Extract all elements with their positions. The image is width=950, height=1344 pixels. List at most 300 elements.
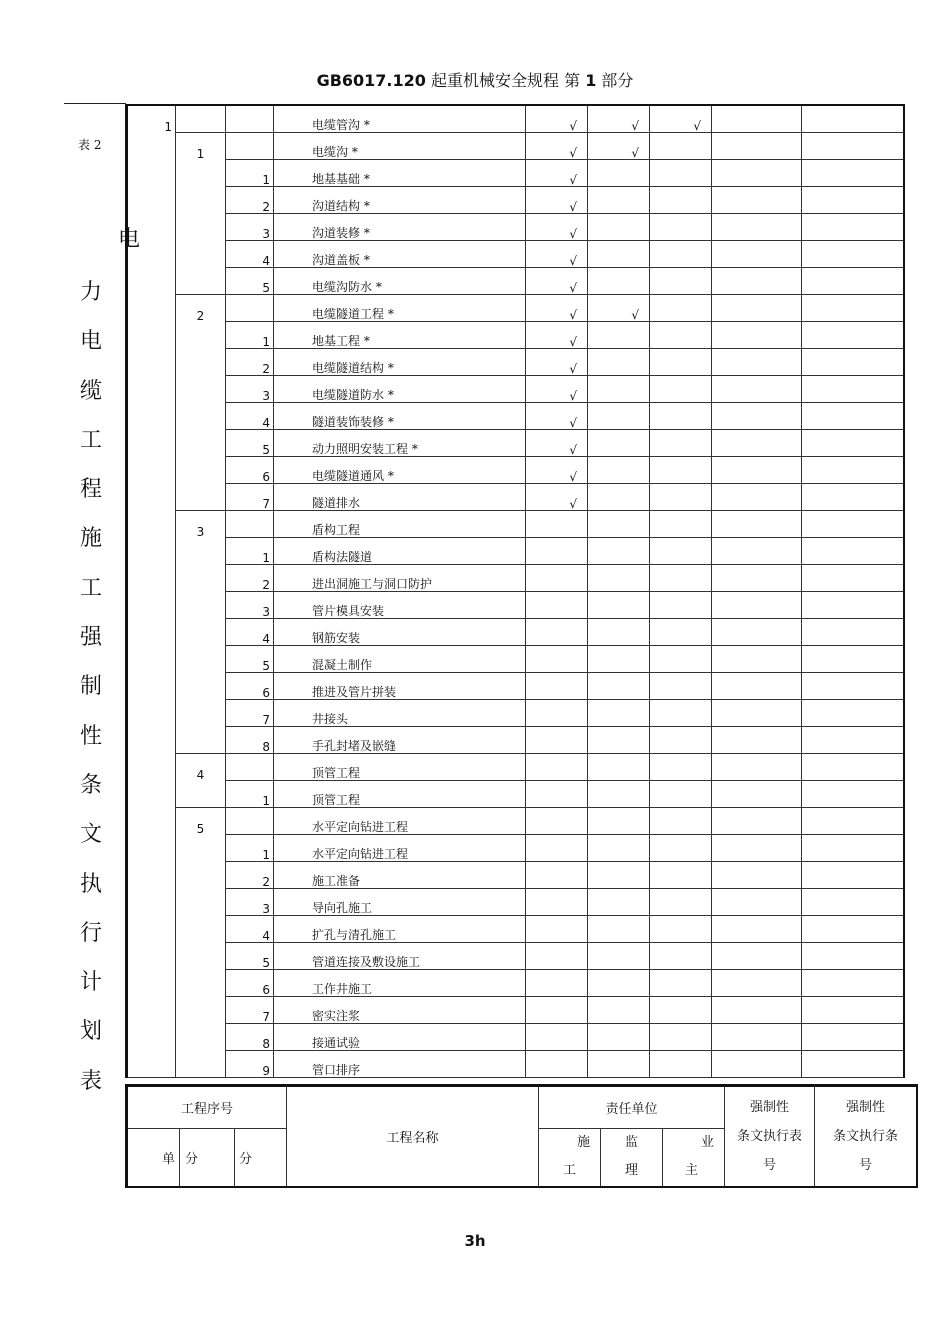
supervision-check-cell [588,349,650,376]
table-row [127,673,905,700]
clause-header-line3: 号 [858,1157,872,1173]
supervision-check-cell [588,754,650,781]
division-no-cell [176,241,226,268]
table-row [127,619,905,646]
clause-no-cell [802,105,905,133]
table-row [127,160,905,187]
construction-check-mark: √ [569,335,577,349]
subdivision-no-cell [226,322,274,349]
jl-header [601,1129,663,1187]
project-name-cell [274,538,526,565]
subdivision-no-cell [226,970,274,997]
table-no-cell [712,619,802,646]
table-row [127,457,905,484]
supervision-check-cell [588,538,650,565]
project-name-cell [274,889,526,916]
division-no-cell [176,835,226,862]
project-name: 扩孔与清孔施工 [312,928,397,942]
supervision-check-cell [588,511,650,538]
construction-check-mark: √ [569,362,577,376]
table-no-cell [712,565,802,592]
subdivision-no: 1 [262,848,270,862]
project-name-cell [274,403,526,430]
table-row [127,592,905,619]
project-name: 沟道盖板 * [312,253,370,267]
construction-check-cell [526,619,588,646]
resp-header: 责任单位 [539,1086,725,1129]
supervision-check-cell [588,916,650,943]
table-no-cell [712,133,802,160]
yz-header-line1: 业 [700,1135,714,1151]
table-row [127,349,905,376]
project-name: 推进及管片拼装 [312,685,397,699]
construction-check-cell [526,727,588,754]
table-no-cell [712,916,802,943]
table-row [127,1051,905,1078]
construction-check-mark: √ [569,173,577,187]
project-name-cell [274,349,526,376]
vertical-title-char: 执 [79,871,102,897]
table-no-header [725,1086,815,1187]
subdivision-no: 4 [262,632,270,646]
table-row [127,322,905,349]
construction-check-cell [526,808,588,835]
supervision-check-cell [588,376,650,403]
construction-check-mark: √ [569,119,577,133]
project-name: 电缆隧道通风 * [312,469,394,483]
table-row [127,214,905,241]
project-name-cell [274,781,526,808]
division-no-cell [176,484,226,511]
construction-check-cell [526,457,588,484]
division-no-cell [176,214,226,241]
project-name: 隧道装饰装修 * [312,415,394,429]
unit-no-cell [127,619,176,646]
supervision-check-cell [588,133,650,160]
subdivision-no: 7 [262,497,270,511]
supervision-check-cell [588,268,650,295]
clause-no-cell [802,565,905,592]
subdivision-no: 4 [262,929,270,943]
unit-no-cell [127,727,176,754]
table-row [127,484,905,511]
table-row [127,187,905,214]
subdivision-no: 1 [262,551,270,565]
clause-header-line2: 条文执行条 [832,1128,898,1144]
construction-check-cell [526,754,588,781]
table-row [127,727,905,754]
construction-check-mark: √ [569,443,577,457]
clause-header-line1: 强制性 [845,1099,885,1115]
owner-check-cell [650,754,712,781]
vertical-title-char: 强 [79,625,102,651]
table-no-cell [712,727,802,754]
table-no-cell [712,808,802,835]
table-row [127,700,905,727]
owner-check-cell [650,376,712,403]
table-no-cell [712,700,802,727]
vertical-title-char: 条 [79,772,102,798]
clause-no-cell [802,916,905,943]
project-name: 电缆沟 * [312,145,358,159]
division-no-cell [176,673,226,700]
unit-no-cell [127,565,176,592]
construction-check-mark: √ [569,308,577,322]
project-name: 地基基础 * [312,172,370,186]
owner-check-cell [650,646,712,673]
division-no-cell [176,565,226,592]
table-no-cell [712,484,802,511]
clause-no-cell [802,646,905,673]
construction-check-cell [526,349,588,376]
project-name-cell [274,592,526,619]
clause-no-cell [802,214,905,241]
jl-header-line2: 理 [624,1163,638,1179]
construction-check-cell [526,214,588,241]
subdivision-no-cell [226,889,274,916]
unit-no-cell [127,403,176,430]
table-row [127,835,905,862]
subdivision-no: 2 [262,200,270,214]
construction-check-cell [526,484,588,511]
construction-check-mark: √ [569,200,577,214]
subdivision-no: 6 [262,470,270,484]
division-no-cell [176,105,226,133]
project-name-cell [274,646,526,673]
division-no-cell [176,268,226,295]
subdivision-no: 3 [262,227,270,241]
vertical-title [76,268,106,1106]
subdivision-no: 5 [262,281,270,295]
subdivision-no-cell [226,619,274,646]
construction-check-cell [526,376,588,403]
division-no: 3 [196,524,205,539]
subdivision-no: 6 [262,983,270,997]
unit-no-cell [127,268,176,295]
clause-no-cell [802,862,905,889]
unit-no-cell [127,133,176,160]
table-no-cell [712,592,802,619]
project-name-cell [274,268,526,295]
unit-no-cell [127,538,176,565]
vertical-title-char: 力 [79,280,102,305]
yz-header [663,1129,725,1187]
owner-check-cell [650,133,712,160]
owner-check-cell [650,511,712,538]
unit-no-cell [127,511,176,538]
construction-check-cell [526,133,588,160]
table-no-cell [712,1051,802,1078]
project-name: 电缆管沟 * [312,118,370,132]
supervision-check-cell [588,646,650,673]
division-no-cell [176,592,226,619]
subdivision-no-cell [226,160,274,187]
construction-check-cell [526,592,588,619]
subdivision-no-cell [226,349,274,376]
table-label: 表 2 [78,138,102,152]
subdivision-no: 6 [262,686,270,700]
vertical-title-char: 程 [79,477,102,503]
subdivision-no-cell [226,592,274,619]
clause-no-cell [802,943,905,970]
sg-header [539,1129,601,1187]
vertical-title-char: 划 [79,1019,102,1045]
owner-check-cell [650,889,712,916]
project-name-cell [274,700,526,727]
division-no-cell [176,376,226,403]
division-no-cell [176,133,226,160]
supervision-check-cell [588,592,650,619]
clause-no-cell [802,160,905,187]
division-no-cell [176,646,226,673]
project-name: 隧道排水 [312,496,361,510]
owner-check-cell [650,781,712,808]
clause-no-cell [802,187,905,214]
owner-check-cell [650,160,712,187]
subdivision-no-cell [226,700,274,727]
project-name-cell [274,484,526,511]
unit-no-cell [127,1024,176,1051]
owner-check-cell [650,457,712,484]
owner-check-cell [650,187,712,214]
subdivision-no: 7 [262,713,270,727]
table-no-cell [712,295,802,322]
supervision-check-cell [588,835,650,862]
yz-header-line2: 主 [685,1163,699,1179]
part-label: 部分 [601,71,634,90]
clause-no-cell [802,322,905,349]
supervision-check-cell [588,970,650,997]
division-no-cell [176,187,226,214]
table-row [127,808,905,835]
unit-no-cell [127,187,176,214]
supervision-check-cell [588,808,650,835]
owner-check-cell [650,268,712,295]
owner-check-cell [650,241,712,268]
division-no-cell [176,457,226,484]
clause-no-cell [802,781,905,808]
project-name: 混凝土制作 [312,658,373,672]
table-row [127,916,905,943]
table-no-cell [712,970,802,997]
vertical-title-char: 缆 [79,378,102,404]
project-name: 密实注浆 [312,1009,361,1023]
clause-no-cell [802,349,905,376]
subdivision-no: 5 [262,443,270,457]
unit-no-cell [127,430,176,457]
subdivision-no-cell [226,916,274,943]
table-no-header-line1: 强制性 [749,1099,789,1115]
vertical-title-char: 计 [79,970,102,996]
table-row [127,268,905,295]
project-name-cell [274,160,526,187]
project-name: 水平定向钻进工程 [312,847,409,861]
supervision-check-cell [588,727,650,754]
project-name-cell [274,241,526,268]
project-name: 水平定向钻进工程 [312,820,409,834]
unit-no-cell [127,970,176,997]
clause-header [815,1086,918,1187]
clause-no-cell [802,511,905,538]
project-name: 电缆隧道防水 * [312,388,394,402]
owner-check-mark: √ [693,119,701,133]
table-row [127,376,905,403]
unit-no-cell [127,484,176,511]
subdivision-no-cell [226,511,274,538]
owner-check-cell [650,322,712,349]
division-no: 5 [196,821,205,836]
unit-no-cell [127,700,176,727]
project-name: 施工准备 [312,874,361,888]
vertical-title-char: 文 [79,822,102,848]
project-name-cell [274,808,526,835]
construction-check-cell [526,105,588,133]
supervision-check-cell [588,1051,650,1078]
table-no-cell [712,322,802,349]
supervision-check-cell [588,403,650,430]
clause-no-cell [802,457,905,484]
vertical-title-char: 性 [79,723,102,749]
subdivision-no-cell [226,646,274,673]
subdivision-no: 7 [262,1010,270,1024]
construction-check-cell [526,673,588,700]
subdivision-no: 3 [262,389,270,403]
project-name: 工作井施工 [312,982,373,996]
clause-no-cell [802,970,905,997]
supervision-check-cell [588,241,650,268]
table-no-cell [712,511,802,538]
construction-check-cell [526,1024,588,1051]
table-row [127,241,905,268]
subdivision-no: 2 [262,875,270,889]
table-row [127,646,905,673]
subdivision-no-cell [226,133,274,160]
standard-title: 起重机械安全规程 第 [431,71,581,90]
owner-check-cell [650,349,712,376]
page-number: 3h [464,1232,486,1250]
clause-no-cell [802,538,905,565]
clause-no-cell [802,835,905,862]
table-row [127,781,905,808]
table-no-cell [712,889,802,916]
table-row [127,403,905,430]
page-header [0,68,950,91]
subdivision-no: 9 [262,1064,270,1078]
subdivision-no-cell [226,187,274,214]
table-row [127,997,905,1024]
division-no-cell [176,349,226,376]
construction-check-mark: √ [569,497,577,511]
unit-no-cell [127,105,176,133]
project-name-cell [274,754,526,781]
supervision-check-cell [588,484,650,511]
table-no-cell [712,160,802,187]
construction-check-mark: √ [569,227,577,241]
construction-check-mark: √ [569,254,577,268]
clause-no-cell [802,1051,905,1078]
construction-check-cell [526,160,588,187]
project-name-cell [274,997,526,1024]
project-name: 动力照明安装工程 * [312,442,418,456]
division-no-cell [176,862,226,889]
division-no-cell [176,619,226,646]
project-name: 手孔封堵及嵌缝 [312,739,397,753]
project-name-cell [274,133,526,160]
unit-no-cell [127,376,176,403]
subdivision-no: 8 [262,1037,270,1051]
subdivision-no-cell [226,484,274,511]
supervision-check-cell [588,997,650,1024]
division-no-cell [176,781,226,808]
division-no-cell [176,943,226,970]
unit-no-cell [127,943,176,970]
supervision-check-cell [588,1024,650,1051]
owner-check-cell [650,430,712,457]
subdivision-no: 1 [262,173,270,187]
sg-header-line2: 工 [563,1163,577,1179]
construction-check-cell [526,187,588,214]
table-no-cell [712,997,802,1024]
table-no-cell [712,430,802,457]
table-no-cell [712,349,802,376]
project-name: 管口排序 [312,1063,361,1077]
division-no-cell [176,808,226,835]
unit-no-cell [127,916,176,943]
construction-check-cell [526,241,588,268]
project-name: 井接头 [312,712,349,726]
division-no-cell [176,430,226,457]
project-name: 导向孔施工 [312,901,373,915]
clause-no-cell [802,268,905,295]
division-no-cell [176,322,226,349]
supervision-check-cell [588,457,650,484]
subdivision-no: 1 [262,794,270,808]
project-name-cell [274,943,526,970]
table-no-cell [712,781,802,808]
owner-check-cell [650,673,712,700]
subdivision-no: 2 [262,362,270,376]
subdivision-no-cell [226,781,274,808]
jl-header-line1: 监 [624,1135,638,1151]
owner-check-cell [650,1051,712,1078]
clause-no-cell [802,619,905,646]
project-name-cell [274,619,526,646]
project-name-cell [274,322,526,349]
subdivision-no: 3 [262,902,270,916]
subdivision-no-cell [226,754,274,781]
supervision-check-cell [588,565,650,592]
project-name: 电缆隧道工程 * [312,307,394,321]
table-no-cell [712,241,802,268]
clause-no-cell [802,727,905,754]
sub-fen2: 分 [235,1129,287,1187]
project-name: 沟道装修 * [312,226,370,240]
table-no-cell [712,862,802,889]
project-name-cell [274,565,526,592]
subdivision-no: 4 [262,254,270,268]
division-no: 4 [196,767,205,782]
owner-check-cell [650,1024,712,1051]
project-name: 电缆沟防水 * [312,280,382,294]
table-no-cell [712,376,802,403]
division-no-cell [176,889,226,916]
project-name-cell [274,187,526,214]
clause-no-cell [802,430,905,457]
construction-check-cell [526,1051,588,1078]
project-name-cell [274,295,526,322]
division-no-cell [176,727,226,754]
table-no-cell [712,835,802,862]
